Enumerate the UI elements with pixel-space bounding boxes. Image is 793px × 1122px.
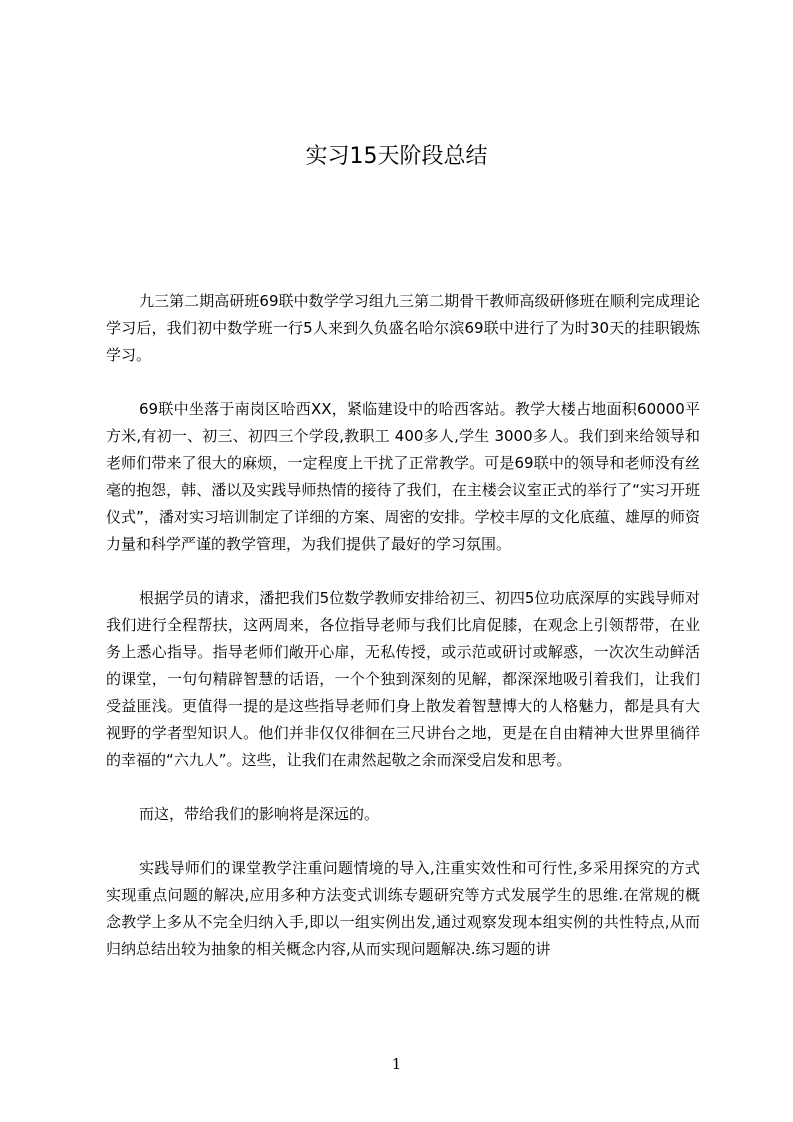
- document-title: 实习15天阶段总结: [305, 144, 488, 169]
- paragraph-school-description: 69联中坐落于南岗区哈西XX，紧临建设中的哈西客站。教学大楼占地面积60000平方米,有初一、初三、初四三个学段,教职工 400多人,学生 3000多人。我们到来给领导和老师们带来了很大的麻烦，一定程度上干扰了正常教学。可是69联中的领导和老师没有丝毫的抱怨，韩、潘以及实践导师热情的接待了我们，在主楼会议室正式的举行了“实习开班仪式”，潘对实习培训制定了详细的方案、周密的安排。学校丰厚的文化底蕴、雄厚的师资力量和科学严谨的教学管理，为我们提供了最好的学习氛围。: [106, 400, 700, 553]
- paragraph-mentors: 根据学员的请求，潘把我们5位数学教师安排给初三、初四5位功底深厚的实践导师对我们进行全程帮扶，这两周来，各位指导老师与我们比肩促膝，在观念上引领帮带，在业务上悉心指导。指导老师们敞开心扉，无私传授，或示范或研讨或解惑，一次次生动鲜活的课堂，一句句精辟智慧的话语，一个个独到深刻的见解，都深深地吸引着我们，让我们受益匪浅。更值得一提的是这些指导老师们身上散发着智慧博大的人格魅力，都是具有大视野的学者型知识人。他们并非仅仅徘徊在三尺讲台之地，更是在自由精神大世界里徜徉的幸福的“六九人”。这些，让我们在肃然起敬之余而深受启发和思考。: [106, 589, 700, 769]
- document-body: [106, 288, 700, 990]
- paragraph-teaching-methods: 实践导师们的课堂教学注重问题情境的导入,注重实效性和可行性,多采用探究的方式实现重点问题的解决,应用多种方法变式训练专题研究等方式发展学生的思维.在常规的概念教学上多从不完全归纳入手,即以一组实例出发,通过观察发现本组实例的共性特点,从而归纳总结出较为抽象的相关概念内容,从而实现问题解决.练习题的讲: [106, 859, 700, 958]
- paragraph-intro: 九三第二期高研班69联中数学学习组九三第二期骨干教师高级研修班在顺利完成理论学习后，我们初中数学班一行5人来到久负盛名哈尔滨69联中进行了为时30天的挂职锻炼学习。: [106, 292, 700, 364]
- paragraph-impact: 而这，带给我们的影响将是深远的。: [139, 805, 380, 823]
- page-number: 1: [391, 1055, 402, 1073]
